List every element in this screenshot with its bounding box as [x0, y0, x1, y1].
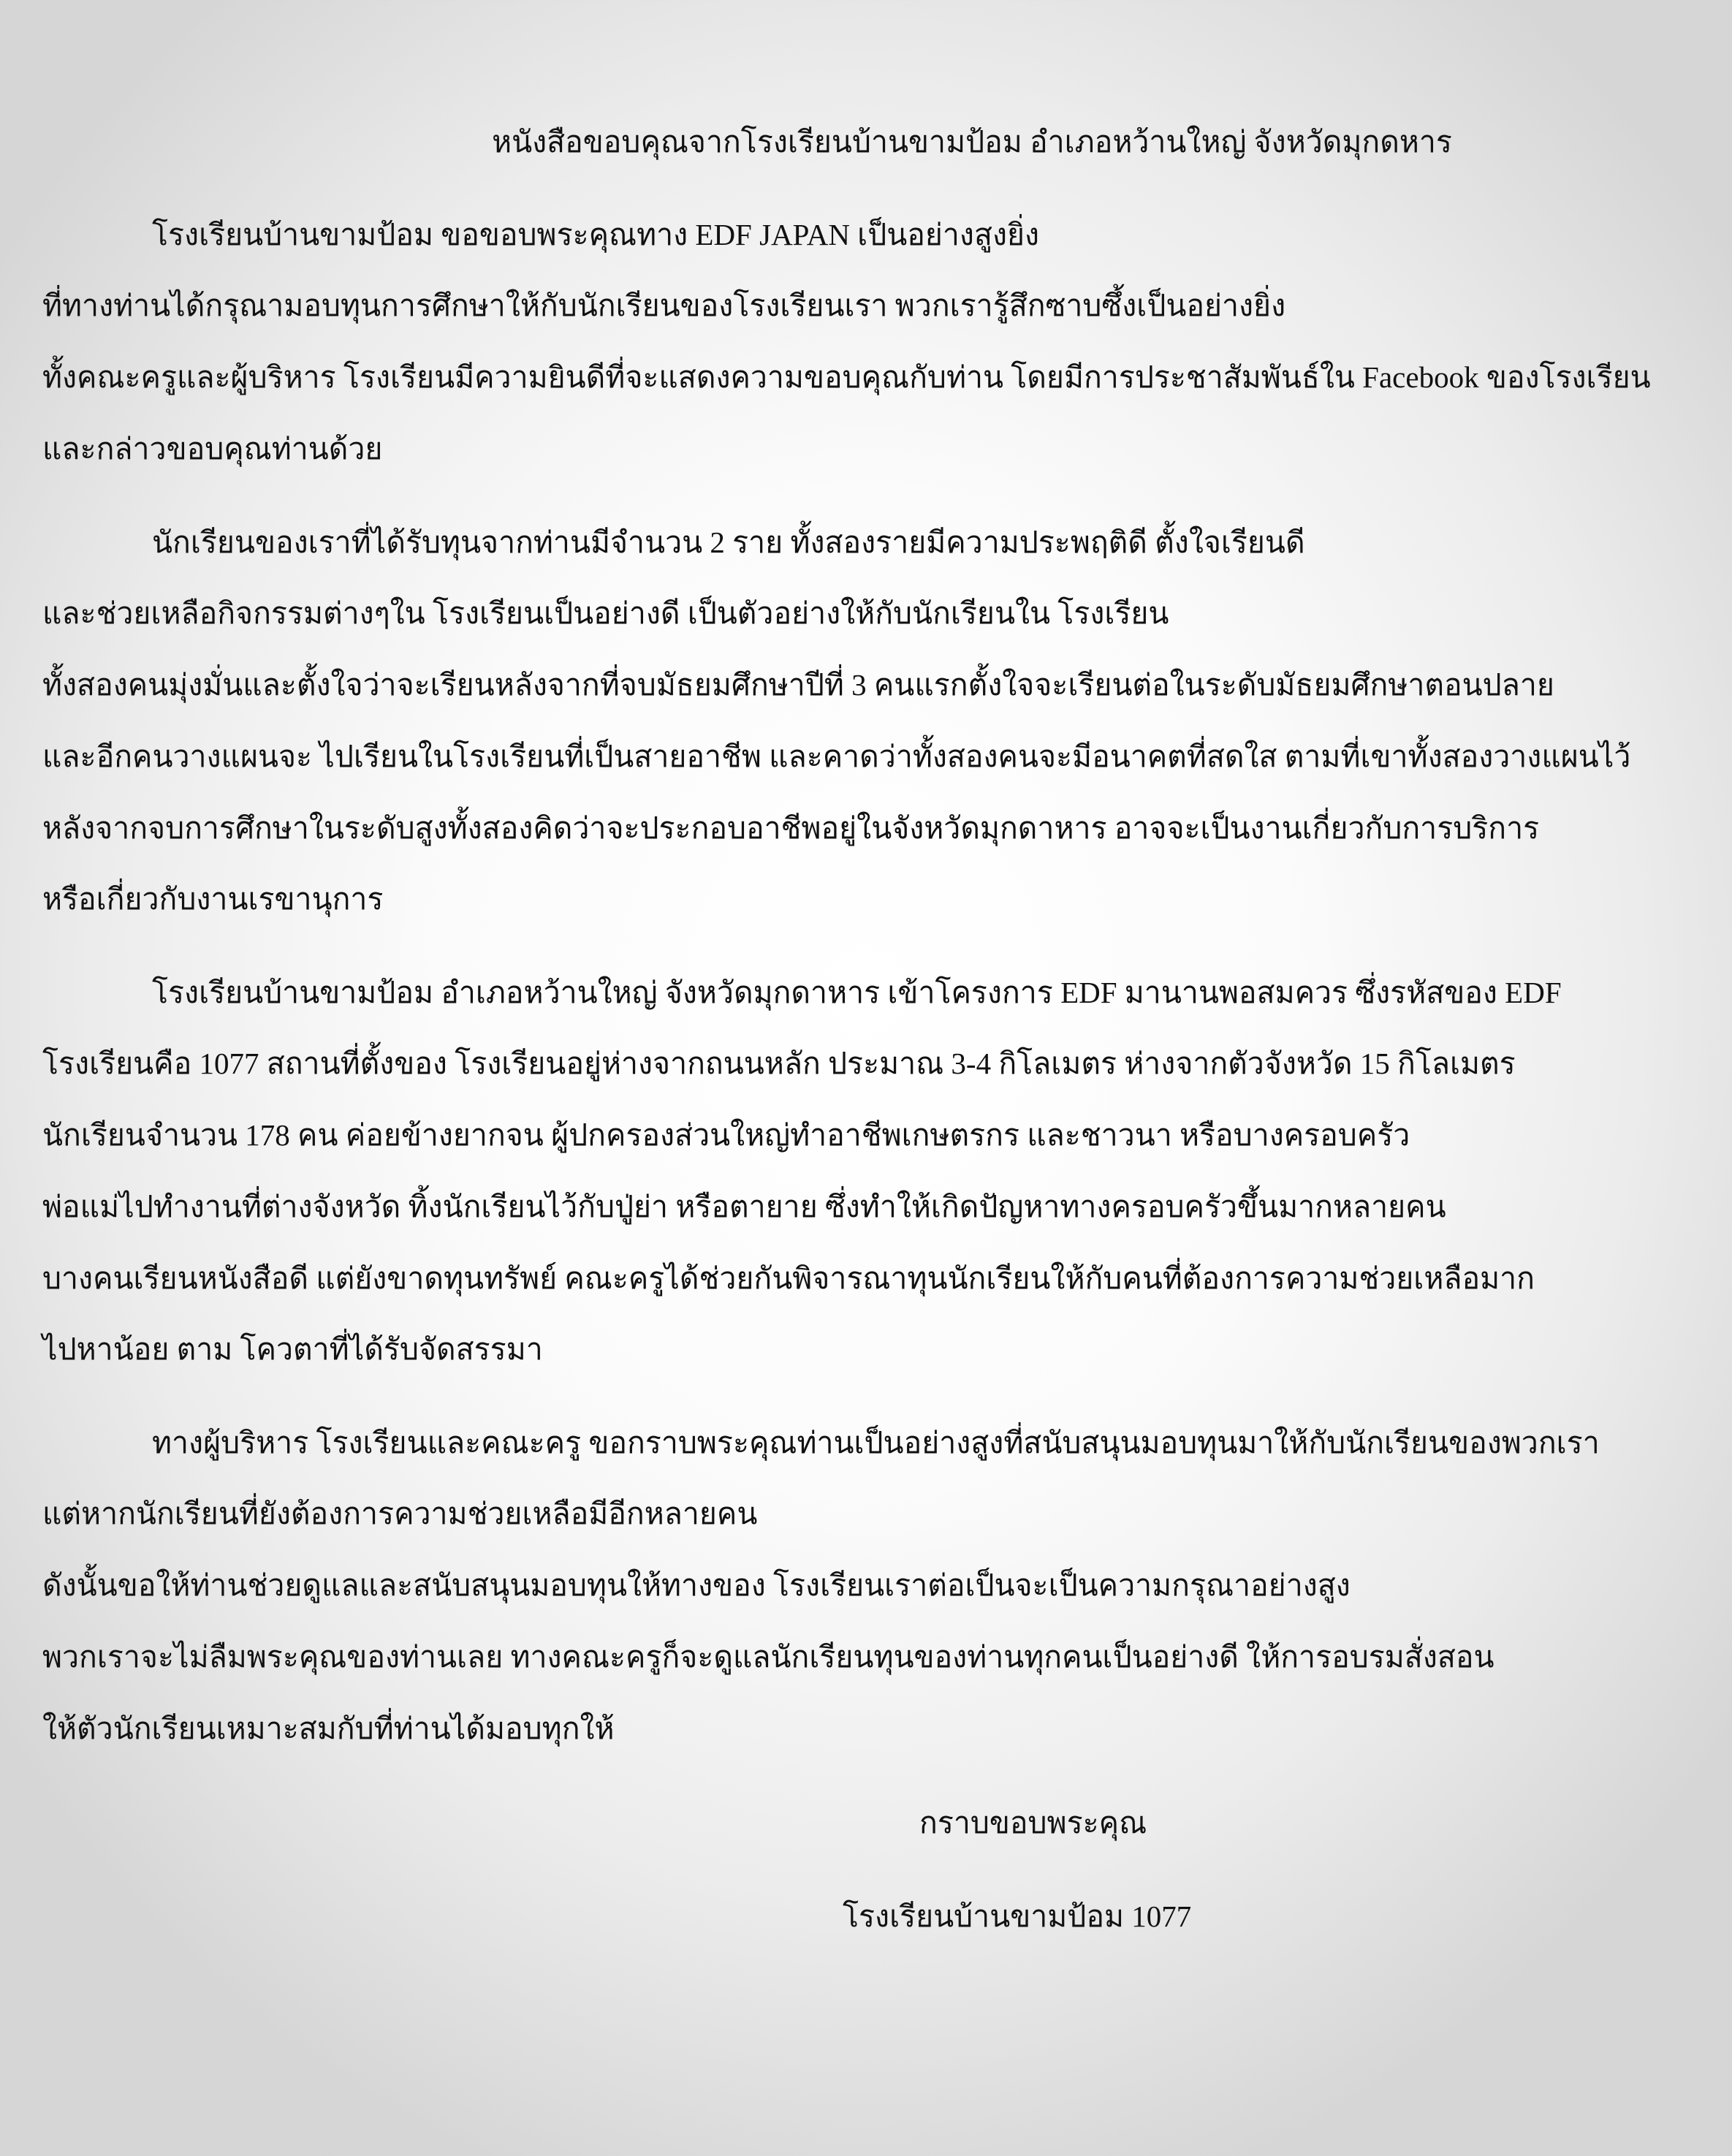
- paragraph-2-line-5: หลังจากจบการศึกษาในระดับสูงทั้งสองคิดว่าจะประกอบอาชีพอยู่ในจังหวัดมุกดาหาร อาจจะเป็นงานเกี่ยวกับการบริการ: [42, 811, 1540, 845]
- letter-title: หนังสือขอบคุณจากโรงเรียนบ้านขามป้อม อำเภอหว้านใหญ่ จังหวัดมุกดหาร: [492, 125, 1452, 159]
- paragraph-4-line-1: ทางผู้บริหาร โรงเรียนและคณะครู ขอกราบพระคุณท่านเป็นอย่างสูงที่สนับสนุนมอบทุนมาให้กับนักเรียนของพวกเรา: [152, 1426, 1600, 1460]
- paragraph-3-line-5: บางคนเรียนหนังสือดี แต่ยังขาดทุนทรัพย์ คณะครูได้ช่วยกันพิจารณาทุนนักเรียนให้กับคนที่ต้องการความช่วยเหลือมาก: [42, 1261, 1535, 1295]
- paragraph-1-line-4: และกล่าวขอบคุณท่านด้วย: [42, 432, 383, 466]
- paragraph-1-line-1: โรงเรียนบ้านขามป้อม ขอขอบพระคุณทาง EDF JAPAN เป็นอย่างสูงยิ่ง: [152, 218, 1040, 251]
- paragraph-3-line-6: ไปหาน้อย ตาม โควตาที่ได้รับจัดสรรมา: [42, 1332, 543, 1366]
- paragraph-4-line-5: ให้ตัวนักเรียนเหมาะสมกับที่ท่านได้มอบทุกให้: [42, 1712, 615, 1745]
- paragraph-2-line-1: นักเรียนของเราที่ได้รับทุนจากท่านมีจำนวน 2 ราย ทั้งสองรายมีความประพฤติดี ตั้งใจเรียนดี: [152, 525, 1305, 559]
- paragraph-2-line-4: และอีกคนวางแผนจะ ไปเรียนในโรงเรียนที่เป็นสายอาชีพ และคาดว่าทั้งสองคนจะมีอนาคตที่สดใส ตามที่เขาทั้งสองวางแผนไว้: [42, 740, 1631, 773]
- paragraph-3-line-1: โรงเรียนบ้านขามป้อม อำเภอหว้านใหญ่ จังหวัดมุกดาหาร เข้าโครงการ EDF มานานพอสมควร ซึ่งรหัสของ EDF: [152, 976, 1562, 1009]
- paragraph-1-line-2: ที่ทางท่านได้กรุณามอบทุนการศึกษาให้กับนักเรียนของโรงเรียนเรา พวกเรารู้สึกซาบซึ้งเป็นอย่างยิ่ง: [42, 289, 1286, 322]
- paragraph-3-line-2: โรงเรียนคือ 1077 สถานที่ตั้งของ โรงเรียนอยู่ห่างจากถนนหลัก ประมาณ 3-4 กิโลเมตร ห่างจากตัวจังหวัด 15 กิโลเมตร: [42, 1047, 1516, 1080]
- paragraph-1-line-3: ทั้งคณะครูและผู้บริหาร โรงเรียนมีความยินดีที่จะแสดงความขอบคุณกับท่าน โดยมีการประชาสัมพันธ์ใน Facebook ของโรงเรียน: [42, 360, 1651, 394]
- paragraph-4-line-3: ดังนั้นขอให้ท่านช่วยดูแลและสนับสนุนมอบทุนให้ทางของ โรงเรียนเราต่อเป็นจะเป็นความกรุณาอย่างสูง: [42, 1568, 1351, 1602]
- paragraph-4-line-2: แต่หากนักเรียนที่ยังต้องการความช่วยเหลือมีอีกหลายคน: [42, 1497, 758, 1530]
- paragraph-3-line-3: นักเรียนจำนวน 178 คน ค่อยข้างยากจน ผู้ปกครองส่วนใหญ่ทำอาชีพเกษตรกร และชาวนา หรือบางครอบครัว: [42, 1118, 1410, 1152]
- paragraph-2-line-3: ทั้งสองคนมุ่งมั่นและตั้งใจว่าจะเรียนหลังจากที่จบมัธยมศึกษาปีที่ 3 คนแรกตั้งใจจะเรียนต่อในระดับมัธยมศึกษาตอนปลาย: [42, 668, 1554, 702]
- closing-text: กราบขอบพระคุณ: [919, 1806, 1147, 1840]
- signature-text: โรงเรียนบ้านขามป้อม 1077: [843, 1899, 1192, 1933]
- paragraph-2-line-2: และช่วยเหลือกิจกรรมต่างๆใน โรงเรียนเป็นอย่างดี เป็นตัวอย่างให้กับนักเรียนใน โรงเรียน: [42, 596, 1169, 630]
- paragraph-2-line-6: หรือเกี่ยวกับงานเรขานุการ: [42, 882, 384, 916]
- paragraph-3-line-4: พ่อแม่ไปทำงานที่ต่างจังหวัด ทิ้งนักเรียนไว้กับปู่ย่า หรือตายาย ซึ่งทำให้เกิดปัญหาทางครอบครัวขึ้นมากหลายคน: [42, 1190, 1446, 1223]
- paragraph-4-line-4: พวกเราจะไม่ลืมพระคุณของท่านเลย ทางคณะครูก็จะดูแลนักเรียนทุนของท่านทุกคนเป็นอย่างดี ให้การอบรมสั่งสอน: [42, 1640, 1494, 1674]
